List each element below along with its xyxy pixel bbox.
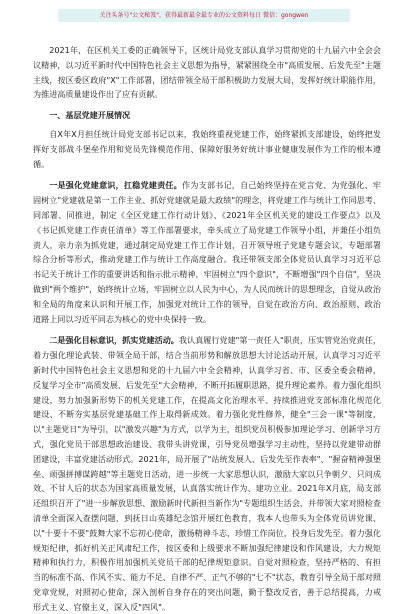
paragraph-2: 自X年X月担任统计局党支部书记以来，我始终重视党建工作，始终紧抓支部建设，始终把发挥好支部战斗堡垒作用和党员先锋模范作用、保障好服务好统计事业健康发展作为工作的根本遵循。 [33, 128, 381, 169]
intro-paragraph: 2021年，在区机关工委的正确领导下，区统计局党支部认真学习贯彻党的十九届六中全会会议精神，以习近平新时代中国特色社会主义思想为指导，紧紧围绕全市"高质发展、后发先至"主题主线，按区委区政府"X"工作部署，团结带领全局干部积极助力发展大局，发挥好统计职能作用，为推进高质量建设作出了应有贡献。 [33, 45, 381, 100]
paragraph-3 [33, 178, 381, 326]
header-banner: 关注头条号"公文秘笈"，获得最新最全最专业的公文资料每日 微信：gongwen [58, 9, 350, 22]
section-heading: 一、基层党建开展情况 [49, 110, 131, 121]
paragraph-4 [33, 333, 381, 614]
paragraph-4-lead: 二是强化目标意识，抓实党建活动。 [49, 335, 179, 346]
document-body [33, 43, 381, 614]
paragraph-3-lead: 一是强化党建意识，扛稳党建责任。 [49, 180, 182, 191]
paragraph-4-text: 我认真履行党建"第一责任人"职责，压实管党治党责任，着力强化理论武装、带领全局干部，结合当前形势和解放思想大讨论活动开展，认真学习习近平新时代中国特色社会主义思想和党的十九届六中全会精神，认真学习省、市、区委全委会精神，反复学习全市"高质发展、后发先至"大会精神，不断开拓履职思路，提升理论素养。着力强化组织建设，努力加强新形势下的机关党建工作，在提高文化治理水平、持续推进党支部标准化规范化建设、不断夯实基层党建基础工作上取得新成效。着力强化党性修养，健全"三会一课"等制度，以"主题党日"为导引，以"激发兴趣"为方式，以学为主，组织党员积极参加理论学习、创新学习方式，强化党员干部思想政治建设、我带头讲党课，引导党员增强学习主动性，坚持以党建带动群团建设，丰富党建活动形式。2021年，局开展了"站统发展人、后发先至作表率"、"握奋精神强堡垒、顽强拼搏谋跨越"等主题党日活动，进一步统一大家思想认识，激励大家以只争朝夕、只问成效、不甘人后的状态为国家高质量发展，认真落实统计作为、建功立业。2021年X月底，局支部还组织召开了"进一步解放思想、激励新时代新担当新作为"专题组织生活会，并带领大家对照检查清单全面深入查摆问题，到抚日山英雄纪念馆开展红色教育，我本人也带头为全体党员讲党课、以"十要十不要"鼓舞大家不忘初心使命，激扬精神斗志，珍惜工作岗位，投身后发先至。着力强化规矩纪律，抓好机关正风肃纪工作，按区委和上级要求不断加强纪律建设和作风建设，大力规矩精神和执行力，积极作用加强机关党员干部的纪律规矩意识。自觉对照检查，坚持严格的、有担当的标准不高、作风不实、能力不足、自律不严、正气不够的"七不"状态，教育引导全局干部对照党章党规，对照初心使命，深入剖析自身存在的突出问题，勤于整改反省，善于总结提高，力戒形式主义、官僚主义，深入反"四风"。 [33, 335, 381, 612]
paragraph-3-text: 作为支部书记，自己始终坚持在党言党、为党强化、牢固树立"党建就是第一工作主业、抓好党建就是最大政绩"的理念，将党建工作与统计工作同思考、同部署、同推进，制定《全区党建工作行动计划》、《2021年全区机关党的建设工作要点》以及《书记抓党建工作责任清单》等工作部署要求，牵头成立了局党建工作领导小组，并兼任小组负责人，亲力亲为抓党建，通过制定局党建工作工作计划，召开领导班子党建专题会议，专题部署综合分析等形式，推动党建工作与统计工作高度融合。我还带领支部全体党员认真学习习近平总书记关于统计工作的重要讲话和指示批示精神，牢固树立"四个意识"，不断增强"四个自信"，坚决做到"两个维护"，始终统计立场，牢固树立以人民为中心，为人民而统计的思想理念，自觉从政治和全局的角度来认识和开展工作，加强党对统计工作的领导，自觉在政治方向、政治原则、政治道路上同以习近平同志为核心的党中央保持一致。 [33, 180, 381, 324]
